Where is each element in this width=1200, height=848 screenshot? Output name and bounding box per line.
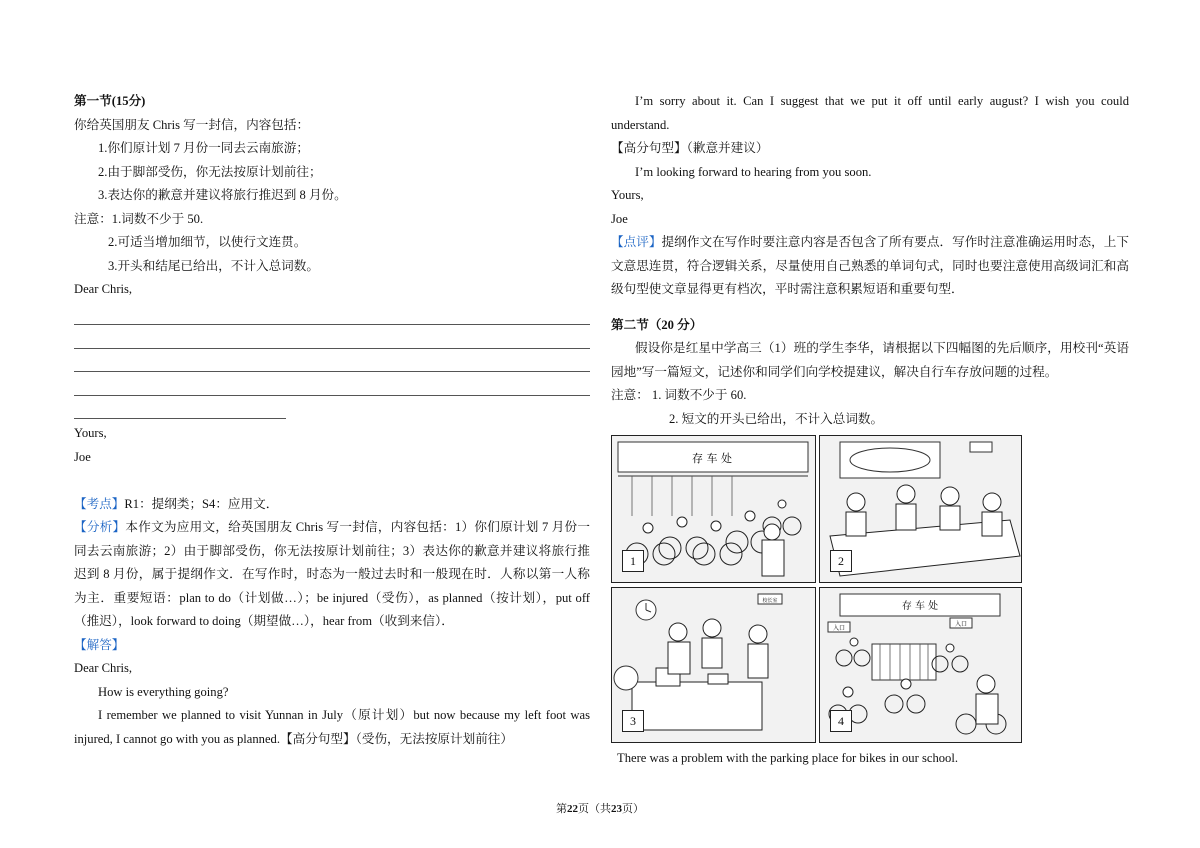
answer-greeting: Dear Chris, [74, 661, 133, 675]
opening-sentence: There was a problem with the parking place for bikes in our school. [617, 751, 958, 765]
total-pages: 23 [611, 803, 622, 815]
note-line: 3.开头和结尾已给出，不计入总词数。 [108, 258, 319, 273]
entrance-sign: 入口 [832, 625, 846, 632]
dianping-paragraph [611, 231, 1129, 302]
task-point: 2.由于脚部受伤，你无法按原计划前往； [98, 164, 322, 179]
footer-middle: 页（共 [578, 803, 611, 815]
spacer [611, 302, 1129, 314]
task-point: 1.你们原计划 7 月份一同去云南旅游； [98, 141, 309, 155]
writing-line [74, 325, 590, 349]
page-footer [0, 800, 1200, 816]
fenxi-tag: 【分析】 [74, 520, 126, 534]
panel-number: 4 [830, 710, 852, 732]
kaodian-text: R1：提纲类；S4：应用文． [124, 496, 279, 511]
writing-line-short [74, 396, 286, 420]
section2-intro: 假设你是红星中学高三（1）班的学生李华，请根据以下四幅图的先后顺序，用校刊“英语园地”写一篇短文，记述你和同学们向学校提建议，解决自行车存放问题的过程。 [611, 341, 1129, 379]
fenxi-text: 本作文为应用文，给英国朋友 Chris 写一封信，内容包括：1）你们原计划 7 月份一同去云南旅游；2）由于脚部受伤，你无法按原计划前往；3）表达你的歉意并建议将旅行推迟到 8 月份，属于提纲作文．在写作时，时态为一般过去时和一般现在时．人称以第一人称为主．重要短语：plan to do（计划做…）；be injured（受伤），as planned（按计划），put off （推迟），look forward to doing（期望做…），hear from（收到来信）． [74, 520, 590, 628]
answer-paragraph: How is everything going? [98, 684, 229, 699]
answer-closing: Yours, [611, 188, 644, 202]
panel-number: 1 [622, 550, 644, 572]
writing-line [74, 372, 590, 396]
page-number: 22 [567, 803, 578, 815]
kaodian-line [74, 493, 590, 517]
spacer [74, 469, 590, 493]
dianping-tag: 【点评】 [611, 235, 662, 249]
answer-signature: Joe [611, 211, 628, 226]
note-line: 2. 短文的开头已给出，不计入总词数。 [669, 411, 884, 426]
picture-panel-3 [611, 587, 816, 743]
letter-signature: Joe [74, 449, 91, 464]
right-column [611, 90, 1129, 771]
task-intro: 你给英国朋友 Chris 写一封信，内容包括： [74, 117, 310, 132]
panel-number: 3 [622, 710, 644, 732]
picture-panel-4 [819, 587, 1022, 743]
writing-line [74, 302, 590, 326]
answer-paragraph: I’m looking forward to hearing from you soon. [635, 164, 872, 179]
left-column [74, 90, 590, 751]
kaodian-tag: 【考点】 [74, 496, 125, 511]
letter-closing: Yours, [74, 426, 107, 440]
answer-paragraph: I remember we planned to visit Yunnan in July（原计划）but now because my left foot was injured, I cannot go with you as planned.【高分句型】（受伤，无法按原计划前往） [74, 708, 590, 746]
footer-suffix: 页） [622, 803, 644, 815]
gaofen-note: 【高分句型】（歉意并建议） [611, 141, 769, 155]
parking-sign: 存 车 处 [901, 601, 939, 612]
section2-title: 第二节（20 分） [611, 317, 703, 332]
dianping-text: 提纲作文在写作时要注意内容是否包含了所有要点．写作时注意准确运用时态，上下文意思连贯，符合逻辑关系，尽量使用自己熟悉的单词句式，同时也要注意使用高级词汇和高级句型使文章显得更有档次，平时需注意积累短语和重要句型． [611, 235, 1130, 296]
letter-greeting: Dear Chris, [74, 282, 133, 296]
writing-line [74, 349, 590, 373]
footer-prefix: 第 [556, 803, 567, 815]
task-point: 3.表达你的歉意并建议将旅行推迟到 8 月份。 [98, 188, 347, 202]
note-line: 注意： 1. 词数不少于 60. [611, 388, 747, 402]
section-title: 第一节(15分) [74, 94, 146, 108]
entrance-sign: 入口 [954, 621, 968, 628]
note-line: 注意：1.词数不少于 50. [74, 211, 204, 226]
picture-panel-2 [819, 435, 1022, 583]
picture-panel-1 [611, 435, 816, 583]
parking-sign: 存 车 处 [692, 452, 732, 465]
note-line: 2.可适当增加细节，以使行文连贯。 [108, 235, 307, 249]
jieda-tag: 【解答】 [74, 637, 125, 652]
fenxi-paragraph [74, 516, 590, 634]
picture-sequence [611, 435, 1023, 745]
office-sign: 校长室 [762, 598, 778, 604]
answer-paragraph: I’m sorry about it. Can I suggest that we put it off until early august? I wish you could understand. [611, 94, 1129, 132]
panel-number: 2 [830, 550, 852, 572]
